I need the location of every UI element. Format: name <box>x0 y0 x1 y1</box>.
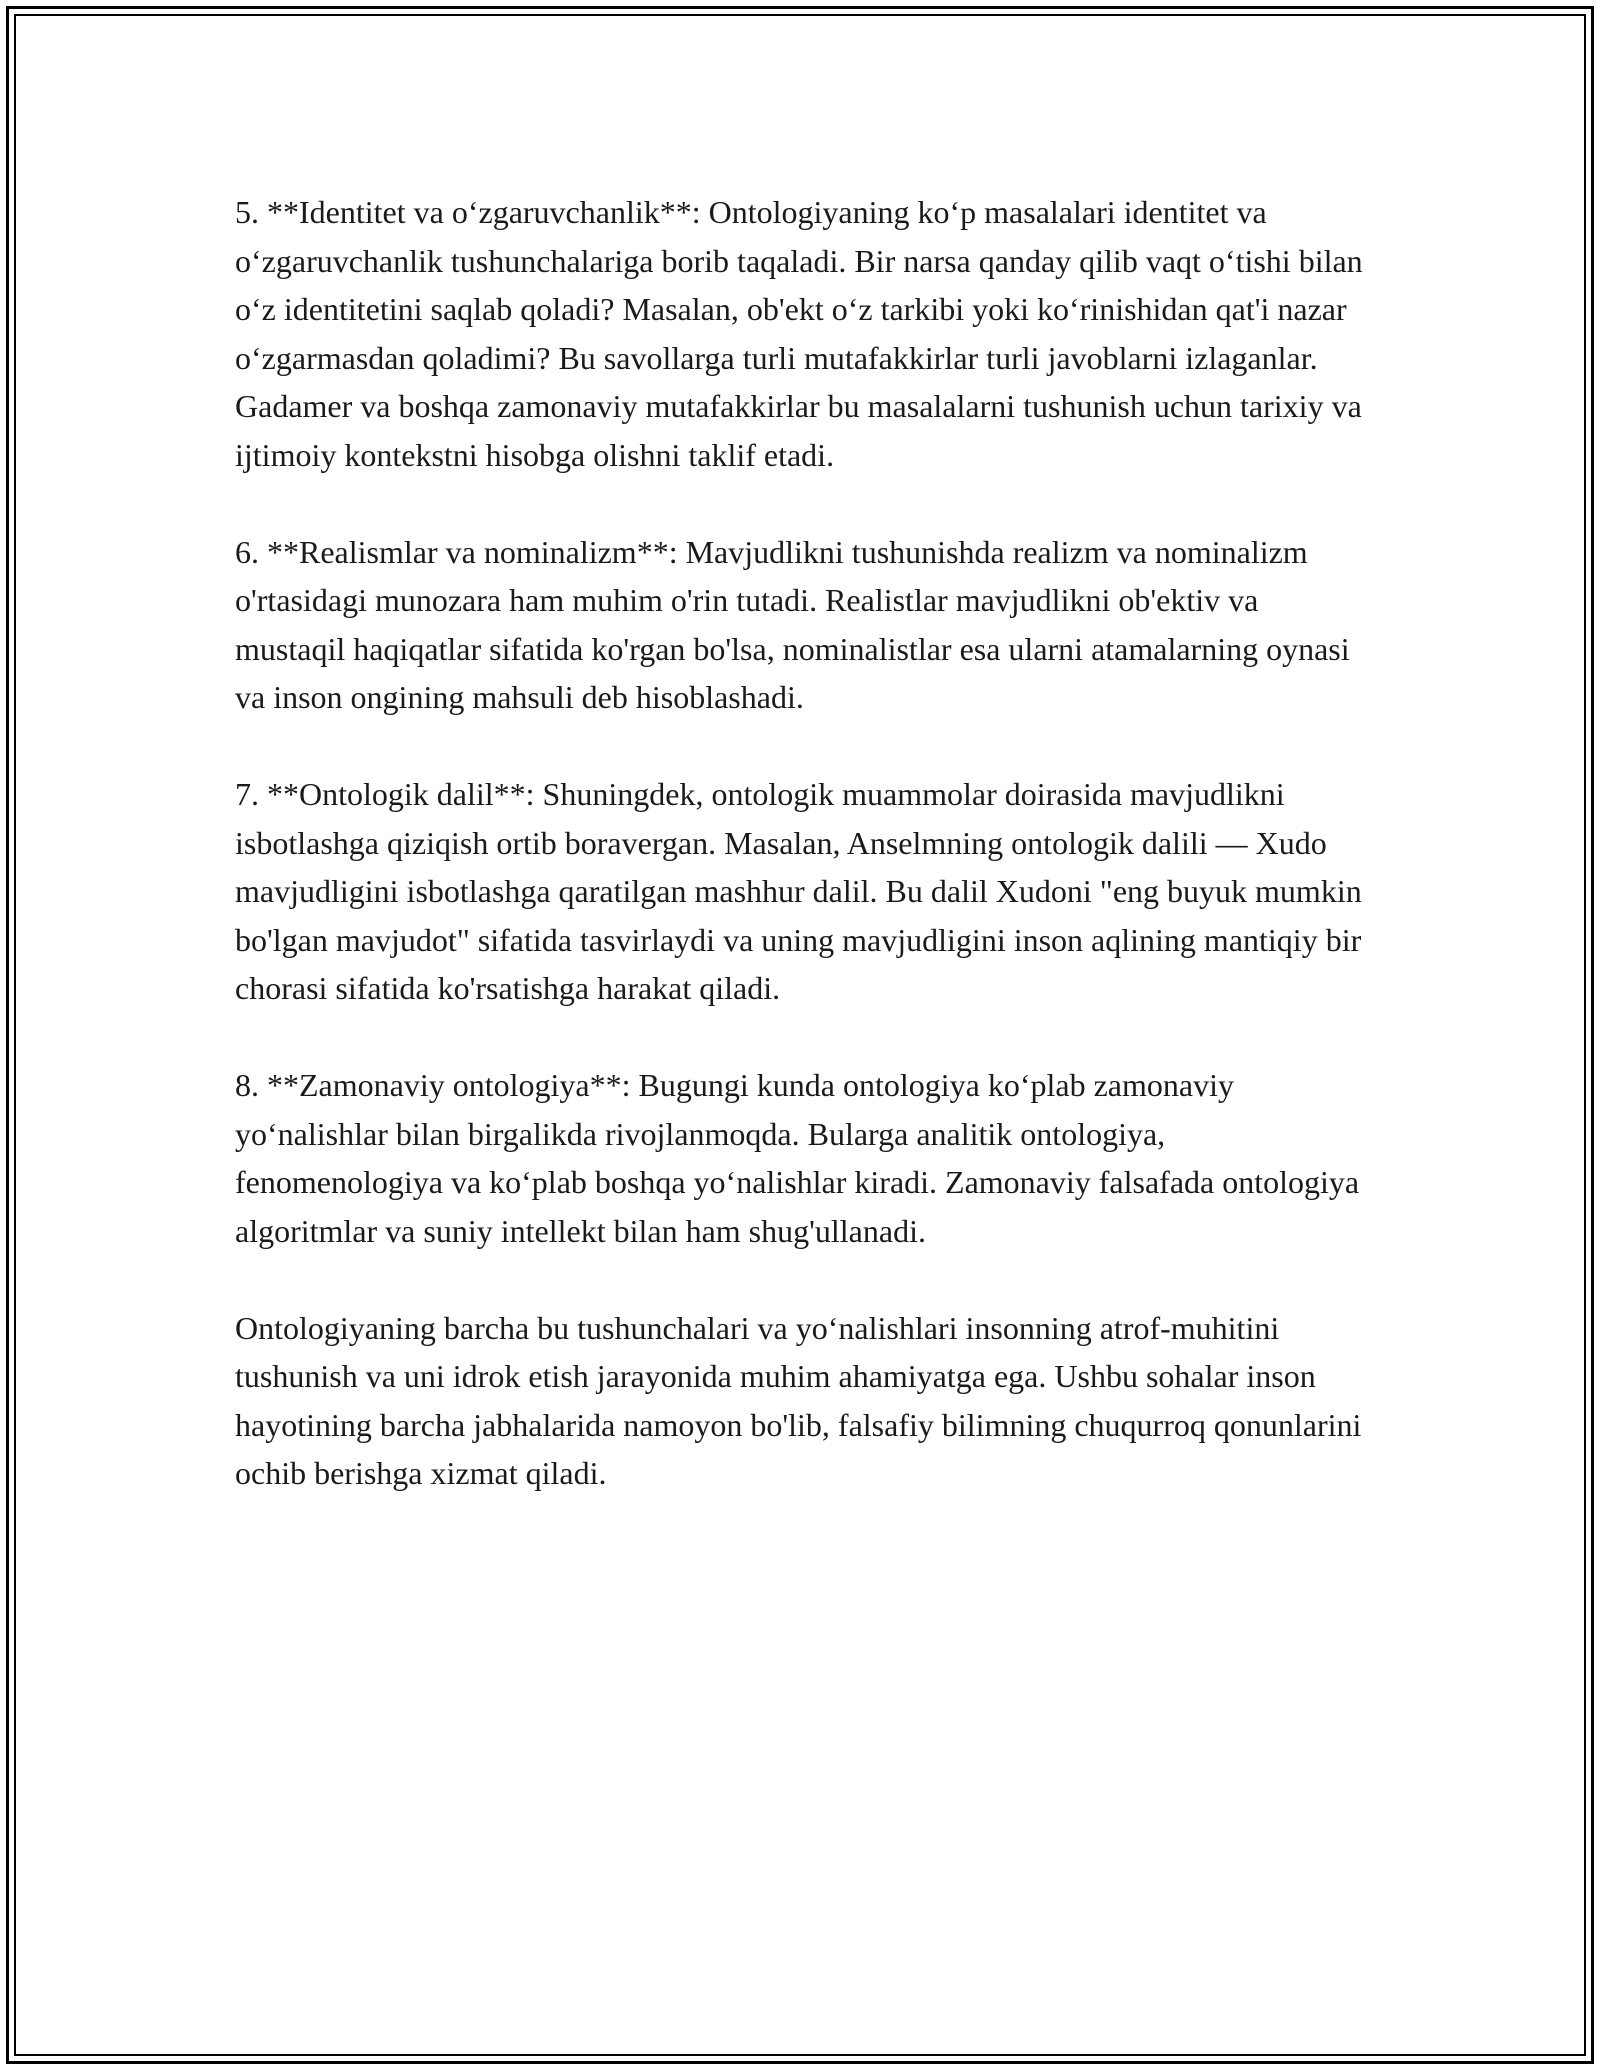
paragraph-realism-and-nominalism: 6. **Realismlar va nominalizm**: Mavjudlikni tushunishda realizm va nominalizm o'rtasidagi munozara ham muhim o'rin tutadi. Realistlar mavjudlikni ob'ektiv va mustaqil haqiqatlar sifatida ko'rgan bo'lsa, nominalistlar esa ularni atamalarning oynasi va inson ongining mahsuli deb hisoblashadi. <box>235 533 1350 715</box>
document-body <box>235 188 1375 1546</box>
paragraph-ontological-argument: 7. **Ontologik dalil**: Shuningdek, ontologik muammolar doirasida mavjudlikni isbotlashga qiziqish ortib boravergan. Masalan, Anselmning ontologik dalili — Xudo mavjudligini isbotlashga qaratilgan mashhur dalil. Bu dalil Xudoni "eng buyuk mumkin bo'lgan mavjudot" sifatida tasvirlaydi va uning mavjudligini inson aqlining mantiqiy bir chorasi sifatida ko'rsatishga harakat qiladi. <box>235 776 1362 1006</box>
paragraph-modern-ontology: 8. **Zamonaviy ontologiya**: Bugungi kunda ontologiya ko‘plab zamonaviy yo‘nalishlar bilan birgalikda rivojlanmoqda. Bularga analitik ontologiya, fenomenologiya va ko‘plab boshqa yo‘nalishlar kiradi. Zamonaviy falsafada ontologiya algoritmlar va suniy intellekt bilan ham shug'ullanadi. <box>235 1067 1360 1249</box>
paragraph-conclusion: Ontologiyaning barcha bu tushunchalari va yo‘nalishlari insonning atrof-muhitini tushunish va uni idrok etish jarayonida muhim ahamiyatga ega. Ushbu sohalar inson hayotining barcha jabhalarida namoyon bo'lib, falsafiy bilimning chuqurroq qonunlarini ochib berishga xizmat qiladi. <box>235 1309 1362 1491</box>
paragraph-identity-and-change: 5. **Identitet va o‘zgaruvchanlik**: Ontologiyaning ko‘p masalalari identitet va o‘zgaruvchanlik tushunchalariga borib taqaladi. Bir narsa qanday qilib vaqt o‘tishi bilan o‘z identitetini saqlab qoladi? Masalan, ob'ekt o‘z tarkibi yoki ko‘rinishidan qat'i nazar o‘zgarmasdan qoladimi? Bu savollarga turli mutafakkirlar turli javoblarni izlaganlar. Gadamer va boshqa zamonaviy mutafakkirlar bu masalalarni tushunish uchun tarixiy va ijtimoiy kontekstni hisobga olishni taklif etadi. <box>235 194 1363 473</box>
